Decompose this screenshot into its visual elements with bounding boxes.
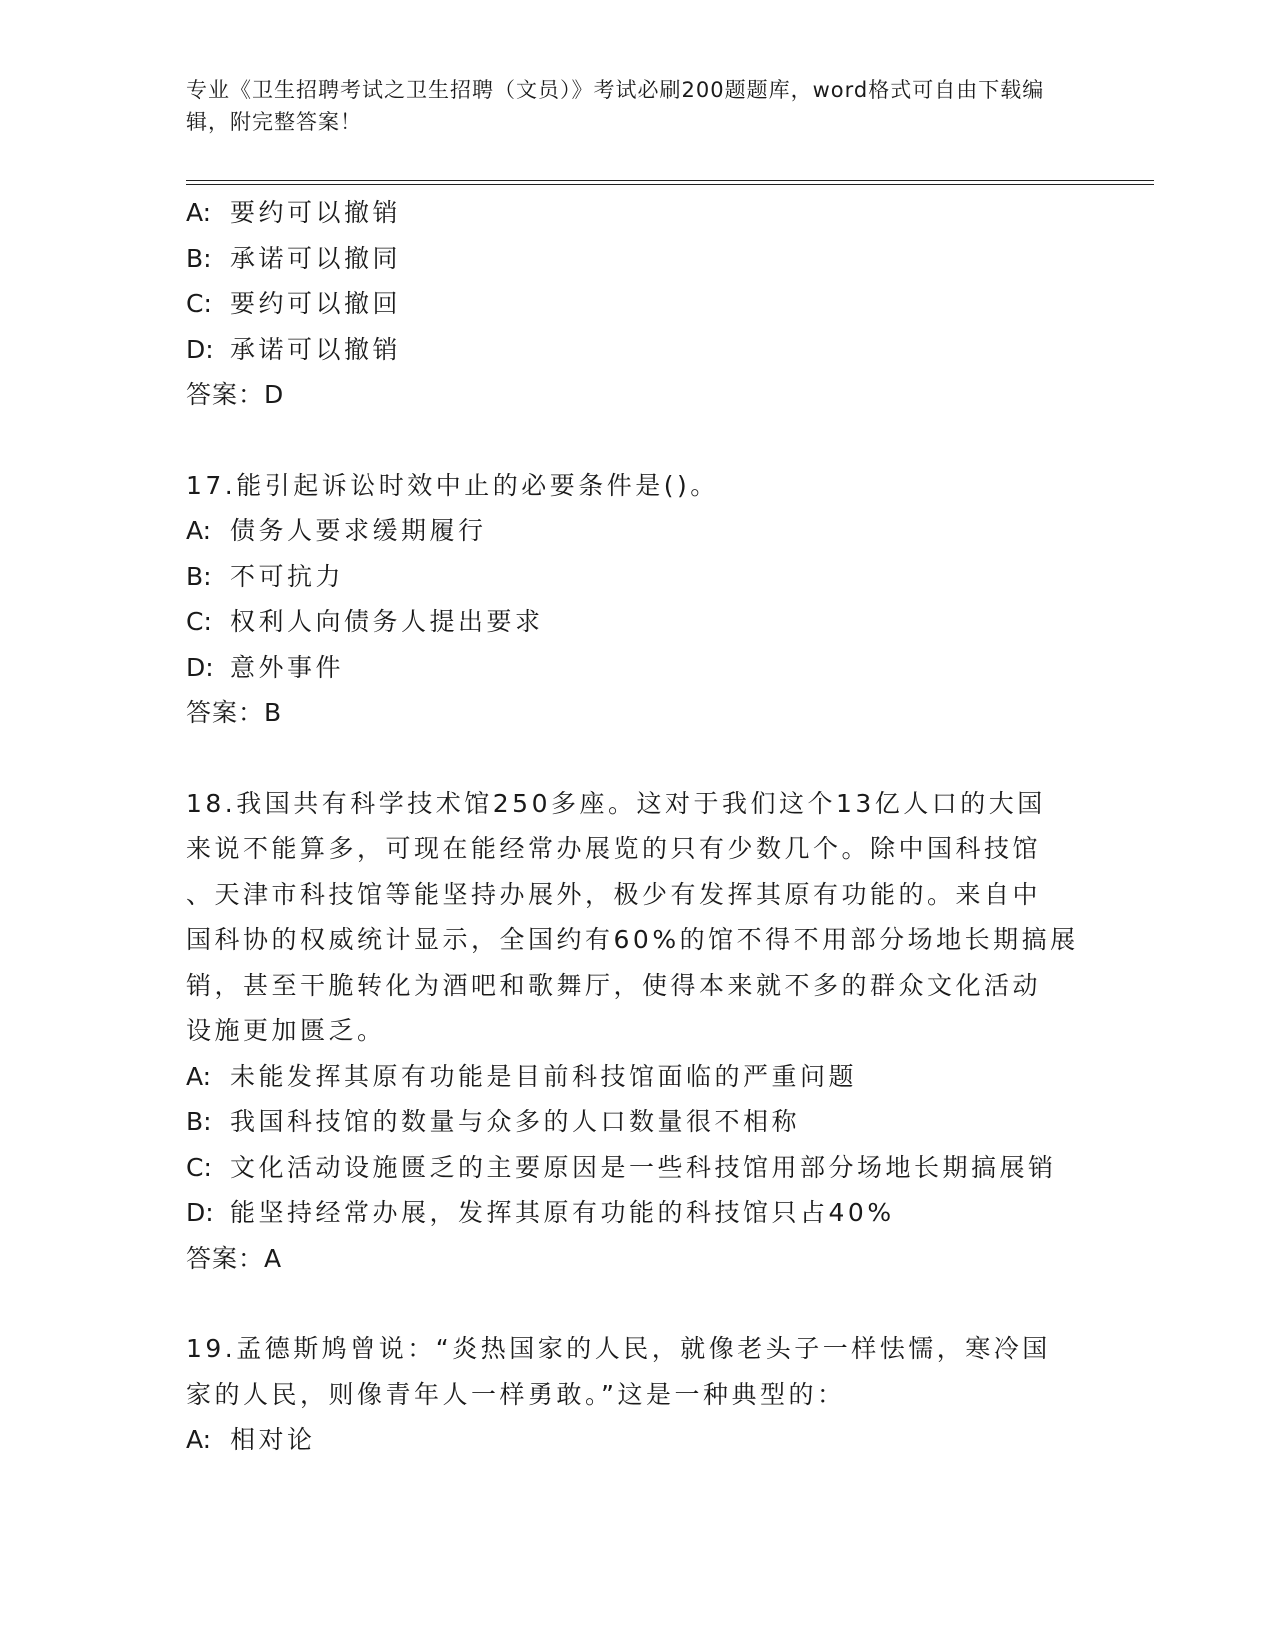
question-19 — [186, 1326, 1086, 1463]
question-stem: 17.能引起诉讼时效中止的必要条件是()。 — [186, 470, 719, 500]
answer-line: 答案：D — [186, 380, 285, 409]
question-stem-line: 销，甚至干脆转化为酒吧和歌舞厅，使得本来就不多的群众文化活动 — [186, 970, 1042, 1000]
question-stem-line: 来说不能算多，可现在能经常办展览的只有少数几个。除中国科技馆 — [186, 834, 1042, 863]
option-b: B: 不可抗力 — [186, 561, 345, 591]
question-stem-line: 18.我国共有科学技术馆250多座。这对于我们这个13亿人口的大国 — [186, 788, 1046, 818]
question-18 — [186, 781, 1086, 1282]
question-16-tail — [186, 190, 1086, 418]
option-a: A: 债务人要求缓期履行 — [186, 516, 487, 545]
header-divider-top — [186, 180, 1154, 181]
question-stem-line: 设施更加匮乏。 — [186, 1016, 386, 1045]
answer-line: 答案：B — [186, 698, 283, 727]
question-17 — [186, 463, 1086, 736]
header-divider-bottom — [186, 184, 1154, 185]
option-b: B: 我国科技馆的数量与众多的人口数量很不相称 — [186, 1107, 801, 1136]
page-header — [186, 74, 1066, 138]
question-stem-line: 国科协的权威统计显示，全国约有60%的馆不得不用部分场地长期搞展 — [186, 925, 1079, 954]
answer-line: 答案：A — [186, 1243, 283, 1273]
option-c: C: 权利人向债务人提出要求 — [186, 607, 544, 636]
option-c: C: 要约可以撤回 — [186, 289, 402, 318]
question-stem-line: 家的人民，则像青年人一样勇敢。”这是一种典型的： — [186, 1379, 846, 1409]
option-b: B: 承诺可以撤同 — [186, 243, 402, 273]
question-list — [186, 190, 1086, 1463]
question-stem-line: 、天津市科技馆等能坚持办展外，极少有发挥其原有功能的。来自中 — [186, 879, 1042, 909]
option-c: C: 文化活动设施匮乏的主要原因是一些科技馆用部分场地长期搞展销 — [186, 1152, 1057, 1182]
header-title: 专业《卫生招聘考试之卫生招聘（文员）》考试必刷200题题库，word格式可自由下载编辑，附完整答案！ — [186, 78, 1045, 134]
option-a: A: 要约可以撤销 — [186, 198, 402, 227]
option-a: A: 未能发挥其原有功能是目前科技馆面临的严重问题 — [186, 1061, 858, 1091]
option-a: A: 相对论 — [186, 1425, 316, 1454]
question-stem-line: 19.孟德斯鸠曾说：“炎热国家的人民，就像老头子一样怯懦，寒冷国 — [186, 1334, 1051, 1363]
option-d: D: 承诺可以撤销 — [186, 334, 402, 364]
option-d: D: 意外事件 — [186, 652, 345, 682]
option-d: D: 能坚持经常办展，发挥其原有功能的科技馆只占40% — [186, 1198, 895, 1227]
